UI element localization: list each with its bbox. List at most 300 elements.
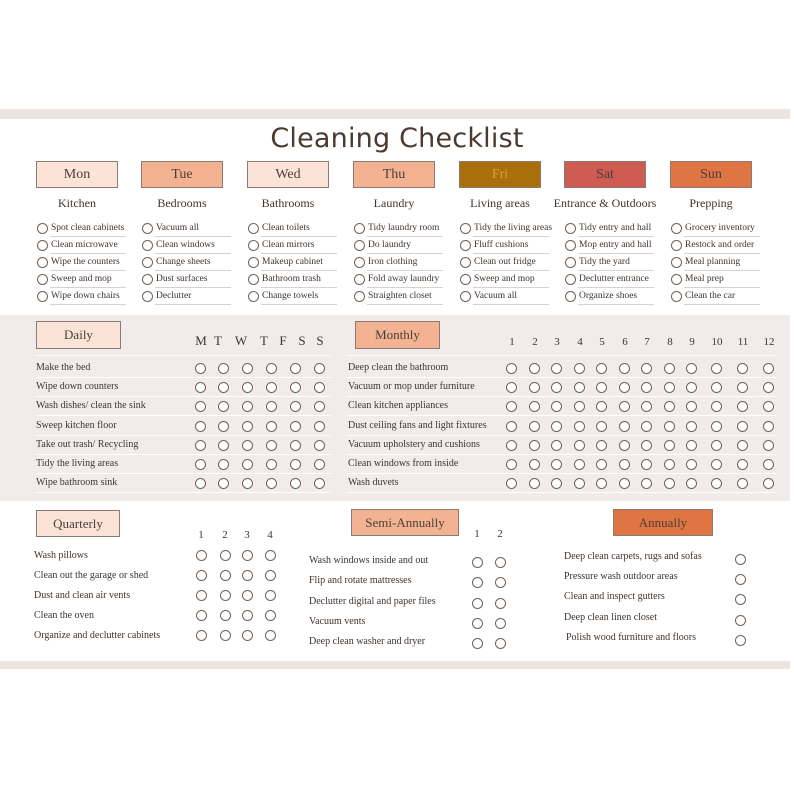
task-checkbox[interactable]: [671, 257, 682, 268]
task-underline: [50, 304, 126, 305]
quarterly-checkbox[interactable]: [220, 590, 231, 601]
annually-task-text: Pressure wash outdoor areas: [564, 571, 678, 582]
monthly-checkbox[interactable]: [664, 478, 675, 489]
task-checkbox[interactable]: [248, 240, 259, 251]
page-title: Cleaning Checklist: [270, 123, 524, 154]
task-checkbox[interactable]: [460, 223, 471, 234]
day-box-fri: [459, 161, 541, 188]
quarterly-checkbox[interactable]: [265, 630, 276, 641]
quarterly-task-text: Wash pillows: [34, 550, 88, 561]
monthly-checkbox[interactable]: [506, 421, 517, 432]
task-text: Vacuum all: [156, 223, 200, 233]
task-underline: [684, 304, 760, 305]
task-checkbox[interactable]: [142, 223, 153, 234]
daily-checkbox[interactable]: [218, 440, 229, 451]
task-underline: [50, 236, 126, 237]
monthly-checkbox[interactable]: [506, 401, 517, 412]
semi-annually-checkbox[interactable]: [472, 618, 483, 629]
monthly-checkbox[interactable]: [664, 440, 675, 451]
annually-checkbox[interactable]: [735, 615, 746, 626]
monthly-checkbox[interactable]: [737, 478, 748, 489]
monthly-column-header: 3: [554, 336, 560, 348]
task-underline: [261, 253, 337, 254]
task-checkbox[interactable]: [37, 257, 48, 268]
monthly-checkbox[interactable]: [574, 478, 585, 489]
monthly-checkbox[interactable]: [641, 421, 652, 432]
semi-annually-checkbox[interactable]: [495, 638, 506, 649]
monthly-checkbox[interactable]: [596, 478, 607, 489]
monthly-checkbox[interactable]: [664, 421, 675, 432]
annually-checkbox[interactable]: [735, 554, 746, 565]
semi-annually-checkbox[interactable]: [495, 618, 506, 629]
task-underline: [367, 253, 443, 254]
monthly-checkbox[interactable]: [529, 421, 540, 432]
daily-header-rule: [36, 355, 331, 356]
monthly-label-box: [355, 321, 440, 349]
monthly-checkbox[interactable]: [711, 401, 722, 412]
daily-checkbox[interactable]: [242, 363, 253, 374]
semi-annually-task-text: Flip and rotate mattresses: [309, 575, 412, 586]
monthly-checkbox[interactable]: [529, 382, 540, 393]
monthly-checkbox[interactable]: [529, 478, 540, 489]
semi-annually-task-text: Deep clean washer and dryer: [309, 636, 426, 647]
monthly-checkbox[interactable]: [686, 478, 697, 489]
daily-checkbox[interactable]: [195, 440, 206, 451]
daily-task-text: Tidy the living areas: [36, 458, 119, 469]
monthly-checkbox[interactable]: [529, 401, 540, 412]
monthly-column-header: 4: [577, 336, 583, 348]
task-text: Iron clothing: [368, 257, 418, 267]
daily-checkbox[interactable]: [290, 401, 301, 412]
monthly-checkbox[interactable]: [737, 440, 748, 451]
quarterly-checkbox[interactable]: [220, 550, 231, 561]
quarterly-checkbox[interactable]: [242, 550, 253, 561]
day-box-mon: [36, 161, 118, 188]
task-underline: [50, 270, 126, 271]
day-box-wed: [247, 161, 329, 188]
daily-checkbox[interactable]: [314, 382, 325, 393]
task-checkbox[interactable]: [37, 223, 48, 234]
task-text: Vacuum all: [474, 291, 518, 301]
monthly-column-header: 9: [689, 336, 695, 348]
monthly-checkbox[interactable]: [574, 459, 585, 470]
daily-task-text: Take out trash/ Recycling: [36, 439, 139, 450]
task-checkbox[interactable]: [37, 274, 48, 285]
quarterly-checkbox[interactable]: [220, 630, 231, 641]
monthly-checkbox[interactable]: [711, 478, 722, 489]
quarterly-checkbox[interactable]: [196, 570, 207, 581]
task-underline: [578, 236, 654, 237]
monthly-checkbox[interactable]: [529, 440, 540, 451]
task-checkbox[interactable]: [248, 274, 259, 285]
day-label: Thu: [382, 166, 406, 182]
task-text: Change towels: [262, 291, 319, 301]
monthly-checkbox[interactable]: [641, 478, 652, 489]
quarterly-checkbox[interactable]: [265, 550, 276, 561]
task-text: Sweep and mop: [51, 274, 112, 284]
task-underline: [684, 253, 760, 254]
semi-annually-checkbox[interactable]: [495, 598, 506, 609]
task-underline: [578, 270, 654, 271]
task-text: Organize shoes: [579, 291, 638, 301]
monthly-checkbox[interactable]: [596, 363, 607, 374]
daily-checkbox[interactable]: [218, 382, 229, 393]
quarterly-checkbox[interactable]: [242, 590, 253, 601]
task-checkbox[interactable]: [142, 274, 153, 285]
monthly-checkbox[interactable]: [596, 459, 607, 470]
task-checkbox[interactable]: [671, 223, 682, 234]
task-checkbox[interactable]: [460, 240, 471, 251]
monthly-checkbox[interactable]: [619, 478, 630, 489]
day-area-label: Kitchen: [58, 196, 96, 210]
daily-checkbox[interactable]: [266, 401, 277, 412]
daily-checkbox[interactable]: [195, 459, 206, 470]
task-checkbox[interactable]: [565, 240, 576, 251]
annually-task-text: Deep clean linen closet: [564, 612, 658, 623]
task-text: Fluff cushions: [474, 240, 529, 250]
day-label: Tue: [171, 166, 193, 182]
task-text: Meal prep: [685, 274, 724, 284]
daily-checkbox[interactable]: [290, 363, 301, 374]
monthly-checkbox[interactable]: [711, 382, 722, 393]
monthly-checkbox[interactable]: [506, 382, 517, 393]
monthly-checkbox[interactable]: [619, 459, 630, 470]
monthly-checkbox[interactable]: [763, 421, 774, 432]
monthly-checkbox[interactable]: [686, 382, 697, 393]
quarterly-checkbox[interactable]: [220, 610, 231, 621]
monthly-checkbox[interactable]: [551, 459, 562, 470]
quarterly-task-text: Organize and declutter cabinets: [34, 630, 161, 641]
quarterly-checkbox[interactable]: [265, 610, 276, 621]
monthly-checkbox[interactable]: [763, 440, 774, 451]
task-checkbox[interactable]: [565, 257, 576, 268]
monthly-row-rule: [347, 415, 777, 416]
task-text: Declutter entrance: [579, 274, 649, 284]
daily-column-header: S: [316, 333, 324, 348]
quarterly-checkbox[interactable]: [196, 630, 207, 641]
monthly-checkbox[interactable]: [506, 440, 517, 451]
task-checkbox[interactable]: [248, 257, 259, 268]
daily-column-header: S: [298, 333, 306, 348]
monthly-checkbox[interactable]: [596, 401, 607, 412]
monthly-checkbox[interactable]: [664, 363, 675, 374]
quarterly-checkbox[interactable]: [265, 590, 276, 601]
monthly-checkbox[interactable]: [686, 459, 697, 470]
daily-checkbox[interactable]: [314, 459, 325, 470]
annually-checkbox[interactable]: [735, 574, 746, 585]
quarterly-checkbox[interactable]: [242, 630, 253, 641]
daily-checkbox[interactable]: [195, 478, 206, 489]
semi-annually-task-text: Vacuum vents: [309, 616, 366, 627]
monthly-checkbox[interactable]: [574, 440, 585, 451]
monthly-checkbox[interactable]: [641, 459, 652, 470]
daily-column-header: M: [195, 333, 207, 348]
daily-checkbox[interactable]: [314, 401, 325, 412]
daily-checkbox[interactable]: [266, 478, 277, 489]
task-underline: [473, 236, 549, 237]
task-text: Sweep and mop: [474, 274, 535, 284]
monthly-checkbox[interactable]: [619, 440, 630, 451]
task-checkbox[interactable]: [460, 274, 471, 285]
monthly-checkbox[interactable]: [711, 440, 722, 451]
monthly-checkbox[interactable]: [664, 401, 675, 412]
quarterly-checkbox[interactable]: [265, 570, 276, 581]
monthly-task-text: Wash duvets: [348, 477, 399, 488]
quarterly-checkbox[interactable]: [242, 570, 253, 581]
monthly-column-header: 6: [622, 336, 628, 348]
daily-checkbox[interactable]: [266, 440, 277, 451]
daily-checkbox[interactable]: [242, 401, 253, 412]
monthly-checkbox[interactable]: [641, 363, 652, 374]
monthly-checkbox[interactable]: [551, 440, 562, 451]
monthly-checkbox[interactable]: [596, 440, 607, 451]
monthly-checkbox[interactable]: [574, 421, 585, 432]
daily-row-rule: [36, 377, 331, 378]
daily-column-header: F: [279, 333, 287, 348]
task-text: Declutter: [156, 291, 192, 301]
task-text: Clean the car: [685, 291, 736, 301]
quarterly-checkbox[interactable]: [242, 610, 253, 621]
task-checkbox[interactable]: [37, 291, 48, 302]
annually-task-text: Polish wood furniture and floors: [566, 632, 696, 643]
task-checkbox[interactable]: [565, 291, 576, 302]
daily-checkbox[interactable]: [314, 363, 325, 374]
task-checkbox[interactable]: [248, 291, 259, 302]
monthly-column-header: 8: [667, 336, 673, 348]
task-checkbox[interactable]: [248, 223, 259, 234]
monthly-checkbox[interactable]: [664, 382, 675, 393]
annually-checkbox[interactable]: [735, 594, 746, 605]
monthly-checkbox[interactable]: [737, 459, 748, 470]
task-checkbox[interactable]: [142, 240, 153, 251]
daily-checkbox[interactable]: [266, 421, 277, 432]
monthly-checkbox[interactable]: [711, 459, 722, 470]
daily-checkbox[interactable]: [290, 459, 301, 470]
quarterly-checkbox[interactable]: [196, 590, 207, 601]
monthly-checkbox[interactable]: [664, 459, 675, 470]
task-underline: [155, 236, 231, 237]
monthly-checkbox[interactable]: [551, 363, 562, 374]
monthly-checkbox[interactable]: [619, 363, 630, 374]
task-checkbox[interactable]: [671, 240, 682, 251]
monthly-checkbox[interactable]: [506, 459, 517, 470]
daily-checkbox[interactable]: [290, 421, 301, 432]
task-checkbox[interactable]: [354, 291, 365, 302]
monthly-task-text: Dust ceiling fans and light fixtures: [348, 420, 487, 431]
quarterly-label-box: [36, 510, 120, 537]
quarterly-column-header: 1: [198, 529, 204, 541]
task-checkbox[interactable]: [460, 257, 471, 268]
monthly-checkbox[interactable]: [737, 421, 748, 432]
daily-checkbox[interactable]: [218, 363, 229, 374]
monthly-checkbox[interactable]: [529, 363, 540, 374]
monthly-checkbox[interactable]: [711, 363, 722, 374]
task-underline: [155, 304, 231, 305]
daily-checkbox[interactable]: [195, 401, 206, 412]
task-text: Clean windows: [156, 240, 215, 250]
task-checkbox[interactable]: [354, 223, 365, 234]
annually-task-text: Clean and inspect gutters: [564, 591, 665, 602]
semi-annually-checkbox[interactable]: [472, 577, 483, 588]
task-text: Clean toilets: [262, 223, 310, 233]
daily-checkbox[interactable]: [314, 421, 325, 432]
daily-checkbox[interactable]: [290, 382, 301, 393]
task-text: Dust surfaces: [156, 274, 208, 284]
daily-column-header: T: [260, 333, 268, 348]
task-underline: [367, 270, 443, 271]
task-text: Tidy the living areas: [474, 223, 553, 233]
task-text: Tidy the yard: [579, 257, 630, 267]
monthly-row-rule: [347, 473, 777, 474]
task-text: Wipe the counters: [51, 257, 120, 267]
task-underline: [684, 287, 760, 288]
monthly-checkbox[interactable]: [619, 382, 630, 393]
daily-checkbox[interactable]: [242, 382, 253, 393]
task-checkbox[interactable]: [142, 291, 153, 302]
semi-annually-column-header: 1: [474, 528, 480, 540]
task-checkbox[interactable]: [671, 274, 682, 285]
monthly-checkbox[interactable]: [619, 401, 630, 412]
day-label: Sun: [700, 166, 722, 182]
quarterly-label: Quarterly: [53, 515, 103, 531]
quarterly-task-text: Dust and clean air vents: [34, 590, 131, 601]
task-text: Clean microwave: [51, 240, 118, 250]
daily-label: Daily: [64, 327, 93, 342]
monthly-checkbox[interactable]: [619, 421, 630, 432]
semi-annually-checkbox[interactable]: [472, 557, 483, 568]
quarterly-column-header: 2: [222, 529, 228, 541]
task-underline: [155, 270, 231, 271]
monthly-column-header: 12: [763, 336, 775, 348]
monthly-column-header: 10: [711, 336, 723, 348]
quarterly-checkbox[interactable]: [196, 550, 207, 561]
task-checkbox[interactable]: [142, 257, 153, 268]
quarterly-checkbox[interactable]: [220, 570, 231, 581]
monthly-checkbox[interactable]: [686, 363, 697, 374]
daily-checkbox[interactable]: [242, 440, 253, 451]
daily-checkbox[interactable]: [314, 478, 325, 489]
monthly-checkbox[interactable]: [641, 440, 652, 451]
monthly-checkbox[interactable]: [737, 382, 748, 393]
monthly-checkbox[interactable]: [763, 382, 774, 393]
monthly-checkbox[interactable]: [551, 382, 562, 393]
monthly-row-rule: [347, 377, 777, 378]
monthly-column-header: 11: [737, 336, 749, 348]
monthly-header-rule: [347, 355, 777, 356]
task-checkbox[interactable]: [460, 291, 471, 302]
monthly-checkbox[interactable]: [641, 382, 652, 393]
daily-checkbox[interactable]: [266, 363, 277, 374]
task-checkbox[interactable]: [354, 274, 365, 285]
task-checkbox[interactable]: [565, 274, 576, 285]
monthly-checkbox[interactable]: [596, 382, 607, 393]
day-box-tue: [141, 161, 223, 188]
monthly-checkbox[interactable]: [763, 401, 774, 412]
task-underline: [578, 253, 654, 254]
monthly-checkbox[interactable]: [506, 478, 517, 489]
daily-row-rule: [36, 435, 331, 436]
monthly-checkbox[interactable]: [686, 440, 697, 451]
monthly-checkbox[interactable]: [551, 478, 562, 489]
daily-checkbox[interactable]: [242, 459, 253, 470]
monthly-checkbox[interactable]: [551, 421, 562, 432]
task-checkbox[interactable]: [354, 257, 365, 268]
daily-checkbox[interactable]: [242, 478, 253, 489]
daily-checkbox[interactable]: [266, 459, 277, 470]
monthly-column-header: 2: [532, 336, 538, 348]
monthly-checkbox[interactable]: [551, 401, 562, 412]
monthly-checkbox[interactable]: [686, 401, 697, 412]
day-label: Mon: [63, 166, 91, 182]
task-checkbox[interactable]: [671, 291, 682, 302]
daily-checkbox[interactable]: [290, 478, 301, 489]
semi-annually-checkbox[interactable]: [472, 638, 483, 649]
monthly-task-text: Deep clean the bathroom: [348, 362, 449, 373]
monthly-task-text: Clean windows from inside: [348, 458, 459, 469]
task-underline: [50, 287, 126, 288]
monthly-checkbox[interactable]: [596, 421, 607, 432]
monthly-checkbox[interactable]: [737, 401, 748, 412]
daily-checkbox[interactable]: [195, 363, 206, 374]
task-checkbox[interactable]: [565, 223, 576, 234]
monthly-checkbox[interactable]: [711, 421, 722, 432]
task-checkbox[interactable]: [37, 240, 48, 251]
monthly-checkbox[interactable]: [763, 363, 774, 374]
daily-checkbox[interactable]: [218, 421, 229, 432]
daily-checkbox[interactable]: [195, 421, 206, 432]
daily-label-box: [36, 321, 121, 349]
daily-task-text: Wipe down counters: [36, 381, 119, 392]
monthly-checkbox[interactable]: [641, 401, 652, 412]
monthly-checkbox[interactable]: [763, 459, 774, 470]
day-area-label: Entrance & Outdoors: [553, 196, 657, 210]
monthly-checkbox[interactable]: [737, 363, 748, 374]
semi-annually-checkbox[interactable]: [495, 557, 506, 568]
monthly-column-header: 1: [509, 336, 515, 348]
daily-checkbox[interactable]: [195, 382, 206, 393]
daily-task-text: Sweep kitchen floor: [36, 420, 117, 431]
monthly-task-text: Vacuum upholstery and cushions: [348, 439, 480, 450]
monthly-row-rule: [347, 454, 777, 455]
task-checkbox[interactable]: [354, 240, 365, 251]
quarterly-checkbox[interactable]: [196, 610, 207, 621]
monthly-checkbox[interactable]: [529, 459, 540, 470]
semi-annually-task-text: Declutter digital and paper files: [309, 596, 436, 607]
semi-annually-checkbox[interactable]: [472, 598, 483, 609]
daily-checkbox[interactable]: [218, 401, 229, 412]
annually-checkbox[interactable]: [735, 635, 746, 646]
semi-annually-column-header: 2: [497, 528, 503, 540]
daily-checkbox[interactable]: [218, 478, 229, 489]
monthly-checkbox[interactable]: [574, 401, 585, 412]
monthly-checkbox[interactable]: [686, 421, 697, 432]
task-underline: [473, 253, 549, 254]
annually-task-text: Deep clean carpets, rugs and sofas: [564, 551, 702, 562]
daily-checkbox[interactable]: [242, 421, 253, 432]
monthly-row-rule: [347, 396, 777, 397]
task-text: Restock and order: [685, 240, 755, 250]
daily-checkbox[interactable]: [266, 382, 277, 393]
semi-annually-checkbox[interactable]: [495, 577, 506, 588]
monthly-checkbox[interactable]: [574, 363, 585, 374]
monthly-checkbox[interactable]: [574, 382, 585, 393]
monthly-checkbox[interactable]: [506, 363, 517, 374]
daily-checkbox[interactable]: [314, 440, 325, 451]
monthly-task-text: Vacuum or mop under furniture: [348, 381, 475, 392]
monthly-checkbox[interactable]: [763, 478, 774, 489]
daily-checkbox[interactable]: [218, 459, 229, 470]
daily-checkbox[interactable]: [290, 440, 301, 451]
